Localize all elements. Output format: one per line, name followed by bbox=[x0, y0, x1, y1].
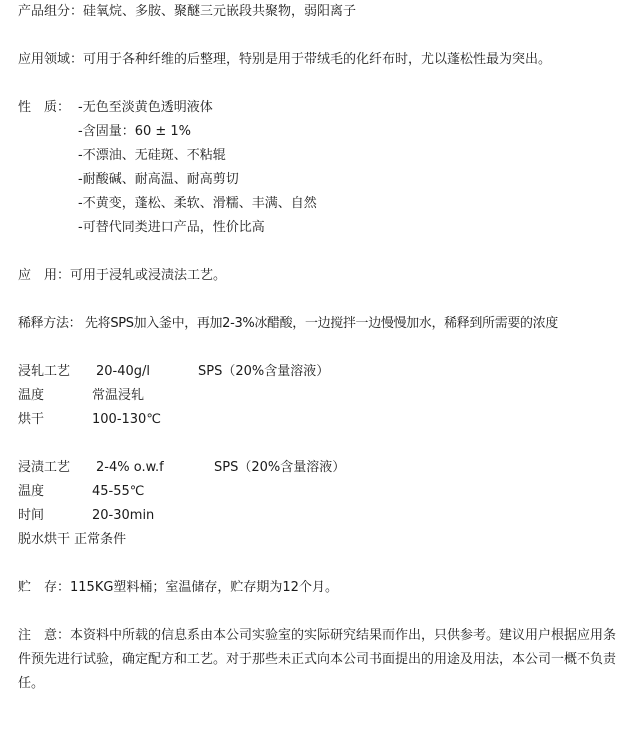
exhaust-time-label: 时间 bbox=[18, 508, 45, 523]
exhaust-temp-label: 温度 bbox=[18, 484, 45, 499]
padding-process-label: 浸轧工艺 bbox=[18, 364, 71, 379]
exhaust-process-value: 2-4% o.w.f bbox=[96, 460, 164, 475]
exhaust-process-label: 浸渍工艺 bbox=[18, 460, 71, 475]
property-item: -不漂油、无硅斑、不粘辊 bbox=[78, 148, 226, 163]
property-item: -无色至淡黄色透明液体 bbox=[78, 100, 213, 115]
product-composition: 产品组分：硅氧烷、多胺、聚醚三元嵌段共聚物，弱阳离子 bbox=[18, 4, 357, 19]
padding-process-value: 20-40g/l bbox=[96, 364, 151, 379]
padding-temp-label: 温度 bbox=[18, 388, 45, 403]
property-item: -含固量：60 ± 1% bbox=[78, 124, 192, 139]
dewater-dry: 脱水烘干 正常条件 bbox=[18, 532, 127, 547]
application-method: 应 用：可用于浸轧或浸渍法工艺。 bbox=[18, 268, 227, 283]
exhaust-time-value: 20-30min bbox=[92, 508, 155, 523]
exhaust-temp-value: 45-55℃ bbox=[92, 484, 145, 499]
exhaust-process-extra: SPS（20%含量溶液） bbox=[214, 460, 346, 475]
storage-info: 贮 存：115KG塑料桶；室温储存，贮存期为12个月。 bbox=[18, 580, 338, 595]
properties-label: 性 质： bbox=[18, 100, 71, 115]
padding-dry-value: 100-130℃ bbox=[92, 412, 161, 427]
notice: 注 意：本资料中所载的信息系由本公司实验室的实际研究结果而作出，只供参考。建议用户根据应用条件预先进行试验，确定配方和工艺。对于那些未正式向本公司书面提出的用途及用法，本公司一概不负责任。 bbox=[18, 628, 617, 691]
dilution-method: 稀释方法： 先将SPS加入釜中，再加2-3%冰醋酸，一边搅拌一边慢慢加水，稀释到所需要的浓度 bbox=[18, 316, 558, 331]
padding-temp-value: 常温浸轧 bbox=[92, 388, 145, 403]
application-field: 应用领域：可用于各种纤维的后整理，特别是用于带绒毛的化纤布时，尤以蓬松性最为突出。 bbox=[18, 52, 552, 67]
padding-process-extra: SPS（20%含量溶液） bbox=[198, 364, 330, 379]
property-item: -不黄变，蓬松、柔软、滑糯、丰满、自然 bbox=[78, 196, 317, 211]
padding-dry-label: 烘干 bbox=[18, 412, 45, 427]
property-item: -可替代同类进口产品，性价比高 bbox=[78, 220, 265, 235]
property-item: -耐酸碱、耐高温、耐高剪切 bbox=[78, 172, 239, 187]
